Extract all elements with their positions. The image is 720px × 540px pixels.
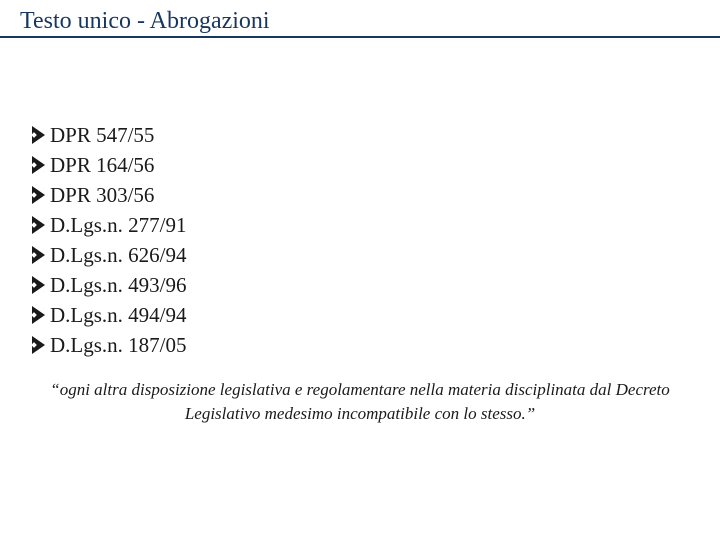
list-item-label: D.Lgs.n. 277/91 <box>50 213 187 237</box>
legal-quote: “ogni altra disposizione legislativa e regolamentare nella materia disciplinata dal Decreto Legislativo medesimo incompatibile con lo stesso.” <box>50 380 670 423</box>
list-item <box>32 120 187 150</box>
list-item-label: DPR 547/55 <box>50 123 155 147</box>
list-item <box>32 330 187 360</box>
list-item <box>32 240 187 270</box>
arrow-bullet-icon <box>32 216 45 234</box>
list-item-label: D.Lgs.n. 494/94 <box>50 303 187 327</box>
list-item-label: D.Lgs.n. 187/05 <box>50 333 187 357</box>
list-item <box>32 270 187 300</box>
arrow-bullet-icon <box>32 246 45 264</box>
slide-title: Testo unico - Abrogazioni <box>20 8 270 34</box>
abrogated-laws-list <box>32 120 187 360</box>
list-item <box>32 180 187 210</box>
title-underline <box>0 36 720 38</box>
list-item-label: D.Lgs.n. 626/94 <box>50 243 187 267</box>
arrow-bullet-icon <box>32 276 45 294</box>
arrow-bullet-icon <box>32 336 45 354</box>
list-item <box>32 210 187 240</box>
arrow-bullet-icon <box>32 306 45 324</box>
list-item <box>32 150 187 180</box>
arrow-bullet-icon <box>32 186 45 204</box>
list-item-label: DPR 164/56 <box>50 153 155 177</box>
list-item <box>32 300 187 330</box>
arrow-bullet-icon <box>32 156 45 174</box>
list-item-label: DPR 303/56 <box>50 183 155 207</box>
arrow-bullet-icon <box>32 126 45 144</box>
list-item-label: D.Lgs.n. 493/96 <box>50 273 187 297</box>
